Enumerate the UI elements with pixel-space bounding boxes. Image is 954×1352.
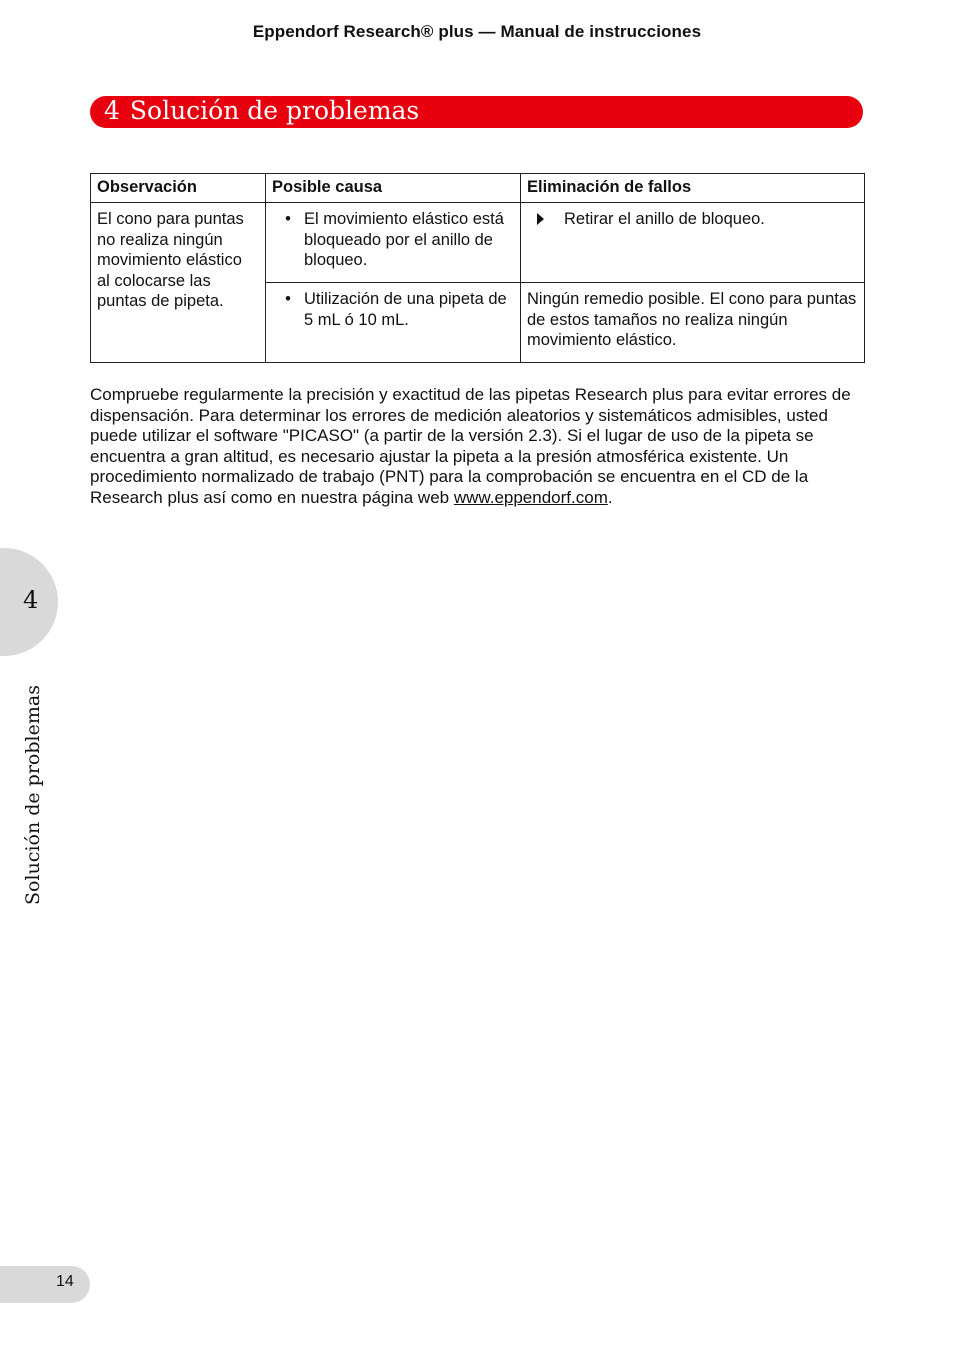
table-header-row bbox=[91, 174, 865, 203]
bullet: • bbox=[285, 290, 291, 308]
paragraph-text: Compruebe regularmente la precisión y exactitud de las pipetas Research plus para evitar errores de dispensación. Para determinar los errores de medición aleatorios y sistemáticos admisibles, usted puede utilizar el software "PICASO" (a partir de la versión 2.3). Si el lugar de uso de la pipeta se encuentra a gran altitud, es necesario ajustar la pipeta a la presión atmosférica existente. Un procedimiento normalizado de trabajo (PNT) para la comprobación se encuentra en el CD de la Research plus así como en nuestra página web bbox=[90, 385, 851, 507]
table-row bbox=[91, 203, 865, 283]
chapter-title: Solución de problemas bbox=[129, 96, 420, 125]
cause-text: Utilización de una pipeta de 5 mL ó 10 mL. bbox=[304, 290, 507, 329]
bullet: • bbox=[285, 210, 291, 228]
cause-cell bbox=[266, 283, 521, 363]
troubleshooting-table bbox=[90, 173, 865, 363]
body-paragraph bbox=[90, 385, 870, 508]
cause-cell bbox=[266, 203, 521, 283]
side-chapter-label: Solución de problemas bbox=[22, 685, 44, 905]
side-tab-number: 4 bbox=[23, 586, 39, 614]
page-number: 14 bbox=[56, 1273, 74, 1290]
cause-text: El movimiento elástico está bloqueado por el anillo de bloqueo. bbox=[304, 210, 504, 269]
running-header: Eppendorf Research® plus — Manual de instrucciones bbox=[252, 22, 702, 41]
header-cause: Posible causa bbox=[266, 174, 521, 203]
observation-cell: El cono para puntas no realiza ningún movimiento elástico al colocarse las puntas de pipeta. bbox=[91, 203, 266, 363]
header-observation: Observación bbox=[91, 174, 266, 203]
paragraph-end: . bbox=[607, 487, 613, 507]
remedy-cell bbox=[521, 203, 865, 283]
header-remedy: Eliminación de fallos bbox=[521, 174, 865, 203]
page-number-tab bbox=[0, 1266, 90, 1303]
arrow-right-icon bbox=[537, 213, 544, 225]
chapter-banner bbox=[90, 96, 863, 128]
remedy-text: Retirar el anillo de bloqueo. bbox=[564, 210, 765, 228]
website-link[interactable]: www.eppendorf.com bbox=[453, 487, 608, 507]
chapter-number: 4 bbox=[104, 96, 120, 125]
remedy-cell: Ningún remedio posible. El cono para puntas de estos tamaños no realiza ningún movimiento elástico. bbox=[521, 283, 865, 363]
